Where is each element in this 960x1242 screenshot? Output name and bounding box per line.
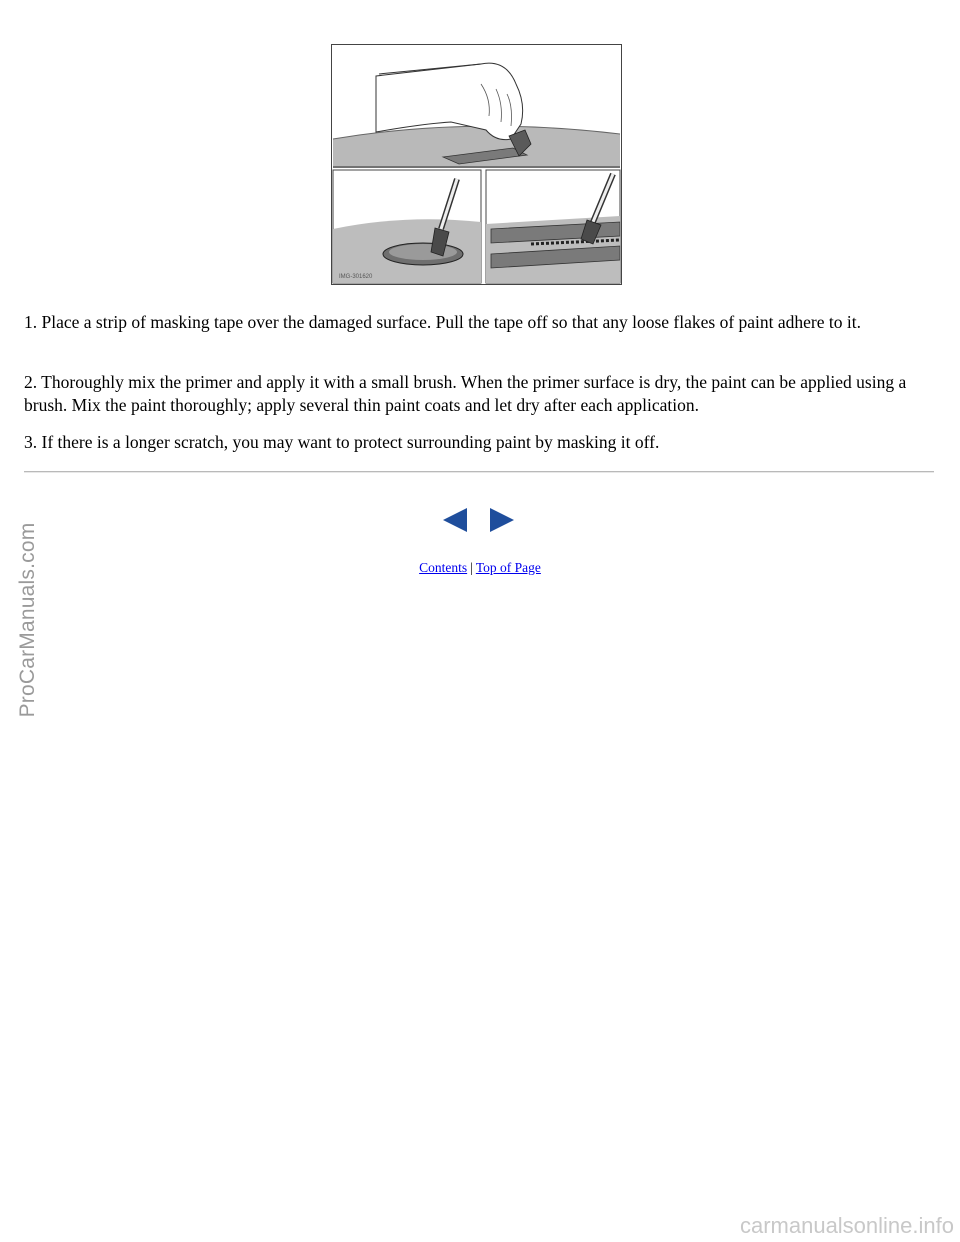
figure-label: IMG-301620 xyxy=(339,274,373,280)
left-arrow-icon xyxy=(442,507,468,533)
link-separator: | xyxy=(470,560,473,575)
tape-removal-panel xyxy=(333,46,620,166)
previous-page-button[interactable] xyxy=(442,507,468,533)
next-page-button[interactable] xyxy=(489,507,515,533)
primer-brush-panel xyxy=(333,170,481,283)
top-of-page-link[interactable]: Top of Page xyxy=(475,560,541,575)
footer-links xyxy=(0,560,960,576)
side-watermark: ProCarManuals.com xyxy=(16,522,39,718)
step-2-text: 2. Thoroughly mix the primer and apply it with a small brush. When the primer surface is dry, the paint can be applied using a brush. Mix the paint thoroughly; apply several thin paint coats and let dry after each application. xyxy=(24,372,907,415)
step-1-text: 1. Place a strip of masking tape over the damaged surface. Pull the tape off so that any loose flakes of paint adhere to it. xyxy=(24,312,861,332)
horizontal-divider xyxy=(24,471,934,473)
repair-illustration xyxy=(331,44,622,285)
bottom-watermark: carmanualsonline.info xyxy=(739,1213,954,1238)
scratch-brush-panel xyxy=(486,170,620,283)
step-3-text: 3. If there is a longer scratch, you may want to protect surrounding paint by masking it off. xyxy=(24,432,660,452)
contents-link[interactable]: Contents xyxy=(419,560,468,575)
right-arrow-icon xyxy=(489,507,515,533)
